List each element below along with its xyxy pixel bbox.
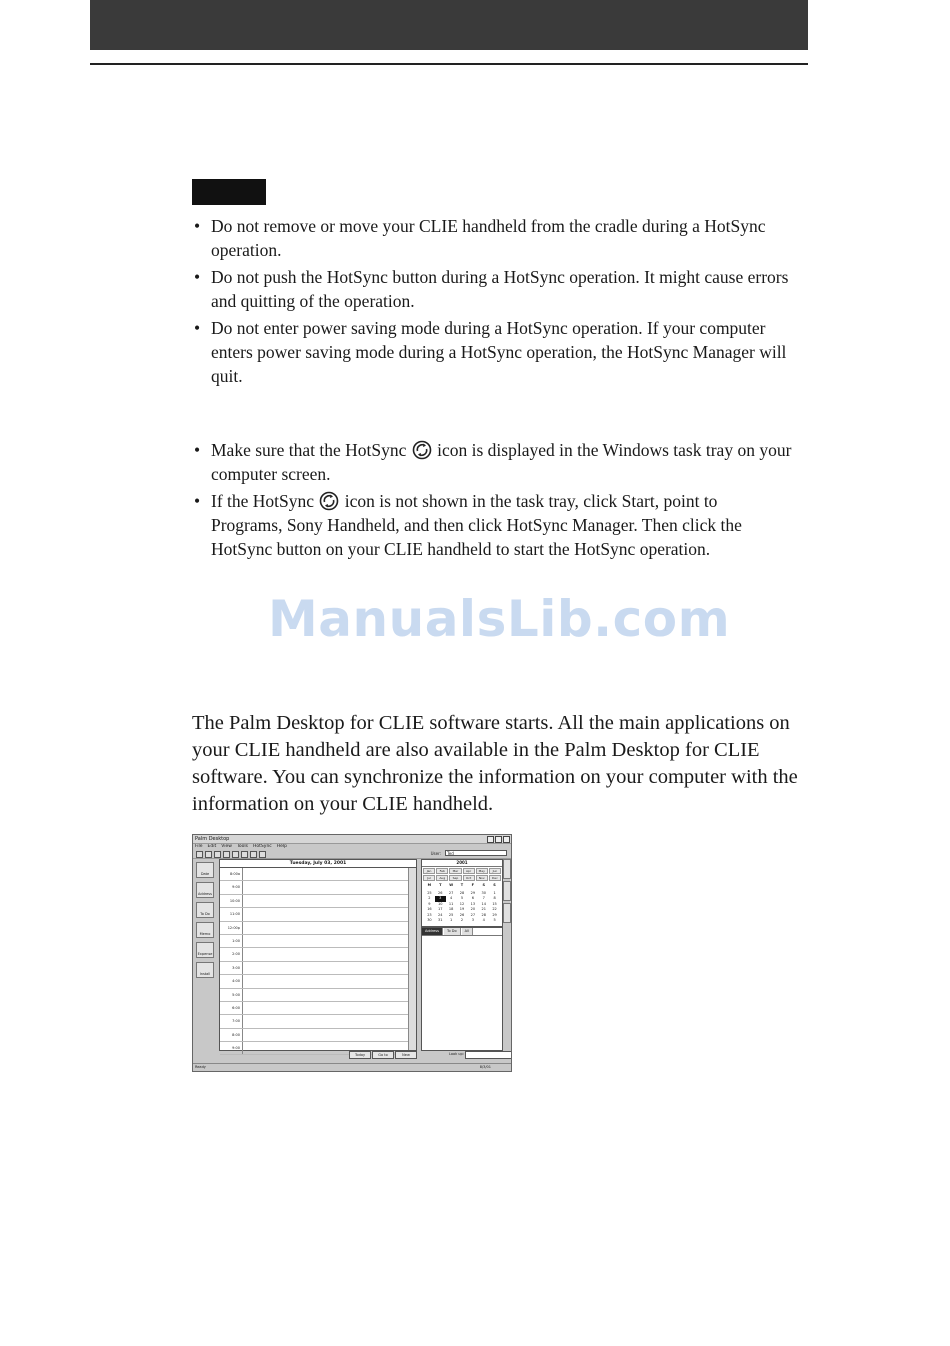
calendar-day: 4 — [450, 896, 453, 900]
calendar-day: 2 — [460, 918, 464, 922]
menu-view: View — [221, 844, 232, 849]
note-item: • Do not remove or move your CLIE handheld from the cradle during a HotSync operation. — [192, 214, 792, 262]
calendar-day: 19 — [459, 907, 465, 911]
calendar-day: 17 — [438, 907, 443, 911]
launcher-install: Install — [196, 962, 214, 978]
time-label: 8:00a — [220, 868, 243, 880]
time-label: 12:00p — [220, 922, 243, 934]
weekday-label: F — [471, 883, 475, 887]
menu-tools: Tools — [236, 844, 249, 849]
month-button: Jul — [423, 875, 435, 881]
calendar-day: 3 — [435, 896, 446, 902]
goto-button: Go to — [372, 1051, 394, 1059]
tip-text-after: icon is not shown in the task tray, click Start, point to Programs, Sony Handheld, and then click HotSync Manager. Then click the HotSync button on your CLIE handheld to start the HotSync operation. — [211, 491, 742, 559]
calendar-day: 23 — [427, 912, 432, 917]
window-titlebar — [193, 835, 511, 844]
calendar-day: 12 — [459, 901, 465, 906]
weekday-label: T — [439, 883, 442, 887]
time-slot — [220, 1029, 408, 1042]
window-controls — [487, 836, 510, 843]
calendar-day: 5 — [460, 896, 464, 900]
tip-text-before: Make sure that the HotSync — [211, 440, 407, 460]
time-slot — [220, 935, 408, 948]
tip-item — [192, 489, 792, 561]
user-select: Ted — [445, 850, 507, 856]
calendar-day: 20 — [470, 907, 476, 911]
bottom-bar — [219, 1051, 509, 1059]
time-label: 9:00 — [220, 881, 243, 893]
launcher-address: Address — [196, 882, 214, 898]
time-slot — [220, 948, 408, 961]
calendar-day: 25 — [448, 912, 454, 917]
time-slot — [220, 908, 408, 921]
calendar-day: 16 — [427, 907, 432, 911]
month-view — [421, 859, 503, 927]
time-label: 7:00 — [220, 1015, 243, 1027]
calendar-day: 27 — [448, 890, 454, 895]
calendar-day: 6 — [471, 896, 474, 900]
calendar-day: 1 — [493, 890, 496, 895]
month-button: Jun — [489, 868, 501, 874]
hotsync-icon — [412, 440, 432, 460]
time-label: 3:00 — [220, 962, 243, 974]
calendar-day: 15 — [492, 901, 497, 906]
time-label: 4:00 — [220, 975, 243, 987]
tips-list — [192, 438, 792, 564]
intro-paragraph: The Palm Desktop for CLIE software starts. All the main applications on your CLIE handheld are also available in the Palm Desktop for CLIE software. You can synchronize the information on your computer with the information on your CLIE handheld. — [192, 712, 798, 815]
calendar-day: 30 — [427, 918, 432, 922]
year-label: 2001 — [422, 860, 502, 867]
day-view — [219, 859, 417, 1051]
month-button: May — [476, 868, 488, 874]
calendar-day: 2 — [428, 896, 431, 900]
time-slot — [220, 962, 408, 975]
time-label: 5:00 — [220, 989, 243, 1001]
list-filter: All — [462, 928, 473, 935]
list-tabs — [422, 928, 502, 936]
window-title: Palm Desktop — [195, 836, 230, 842]
month-button: Sep — [449, 875, 461, 881]
calendar-day: 25 — [427, 890, 432, 895]
month-button: Feb — [436, 868, 448, 874]
calendar-day: 21 — [481, 907, 486, 911]
time-label: 11:00 — [220, 908, 243, 920]
tip-item — [192, 438, 792, 486]
toolbar-icon — [241, 851, 248, 858]
time-label: 9:00 — [220, 1042, 243, 1054]
toolbar-icon — [259, 851, 266, 858]
time-slot — [220, 868, 408, 881]
time-slot — [220, 975, 408, 988]
header-bar — [90, 0, 808, 50]
side-tab — [503, 903, 511, 923]
launcher-date: Date — [196, 862, 214, 878]
calendar-day: 18 — [448, 907, 454, 911]
toolbar-icon — [214, 851, 221, 858]
day-title: Tuesday, July 03, 2001 — [220, 860, 416, 868]
calendar-day: 8 — [493, 896, 496, 900]
lookup-input — [465, 1051, 512, 1059]
calendar-day: 29 — [470, 890, 476, 895]
watermark: ManualsLib.com — [268, 590, 731, 648]
day-grid — [422, 890, 502, 925]
lookup-label: Look up: — [449, 1052, 464, 1056]
launcher-expense: Expense — [196, 942, 214, 958]
weekday-header — [422, 882, 502, 890]
user-label: User: — [430, 851, 441, 856]
calendar-day: 5 — [493, 918, 496, 922]
tip-text-before: If the HotSync — [211, 491, 315, 511]
palm-desktop-screenshot — [192, 834, 512, 1072]
toolbar-icon — [232, 851, 239, 858]
tab-todo: To Do — [444, 928, 461, 935]
time-label: 10:00 — [220, 895, 243, 907]
time-slot — [220, 881, 408, 894]
calendar-day: 7 — [482, 896, 485, 900]
weekday-label: W — [449, 883, 454, 887]
toolbar-icon — [223, 851, 230, 858]
app-launcher — [195, 859, 215, 1049]
note-item: • Do not enter power saving mode during a HotSync operation. If your computer enters power saving mode during a HotSync operation, the HotSync Manager will quit. — [192, 316, 792, 388]
calendar-day: 26 — [459, 912, 465, 917]
toolbar-icon — [250, 851, 257, 858]
month-button: Oct — [463, 875, 475, 881]
hotsync-icon — [319, 491, 339, 511]
calendar-day: 29 — [492, 912, 497, 917]
side-tabs — [503, 859, 511, 919]
calendar-day: 13 — [470, 901, 476, 906]
time-slot — [220, 922, 408, 935]
side-tab — [503, 881, 511, 901]
time-slot — [220, 1002, 408, 1015]
toolbar-icon — [196, 851, 203, 858]
weekday-label: S — [482, 883, 485, 887]
toolbar-icon — [205, 851, 212, 858]
tip-text-after: icon is displayed in the Windows task tray on your computer screen. — [211, 440, 792, 484]
month-grid — [422, 867, 502, 882]
today-button: Today — [349, 1051, 371, 1059]
menu-help: Help — [276, 844, 288, 849]
calendar-day: 14 — [481, 901, 486, 906]
calendar-day: 28 — [481, 912, 486, 917]
time-slot — [220, 989, 408, 1002]
status-bar — [193, 1063, 511, 1071]
status-text: Ready — [195, 1065, 206, 1069]
menu-edit: Edit — [207, 844, 217, 849]
maximize-icon — [495, 836, 502, 843]
calendar-day: 4 — [482, 918, 485, 922]
time-slot — [220, 895, 408, 908]
calendar-day: 31 — [438, 918, 443, 922]
tab-address: Address — [422, 928, 443, 935]
menu-hotsync: HotSync — [253, 844, 272, 849]
minimize-icon — [487, 836, 494, 843]
close-icon — [503, 836, 510, 843]
time-label: 1:00 — [220, 935, 243, 947]
calendar-day: 9 — [428, 901, 431, 906]
weekday-label: S — [493, 883, 496, 887]
month-button: Dec — [489, 875, 501, 881]
calendar-day: 22 — [492, 907, 497, 911]
time-label: 6:00 — [220, 1002, 243, 1014]
list-pane — [421, 927, 503, 1051]
calendar-day: 24 — [438, 912, 443, 917]
side-tab — [503, 859, 511, 879]
calendar-day: 26 — [438, 890, 443, 895]
launcher-memo: Memo — [196, 922, 214, 938]
month-button: Mar — [449, 868, 461, 874]
month-button: Aug — [436, 875, 448, 881]
day-rows — [220, 868, 408, 1050]
calendar-day: 10 — [438, 901, 443, 906]
calendar-day: 27 — [470, 912, 476, 917]
time-label: 8:00 — [220, 1029, 243, 1041]
notes-list — [192, 214, 792, 391]
weekday-label: M — [427, 883, 432, 887]
month-button: Apr — [463, 868, 475, 874]
calendar-day: 1 — [450, 918, 453, 922]
calendar-day: 28 — [459, 890, 465, 895]
launcher-todo: To Do — [196, 902, 214, 918]
calendar-day: 11 — [448, 901, 454, 906]
calendar-day: 30 — [481, 890, 486, 895]
day-scrollbar — [408, 868, 416, 1050]
calendar-day: 3 — [471, 918, 474, 922]
menu-file: File — [195, 844, 203, 849]
new-button: New — [395, 1051, 417, 1059]
time-label: 2:00 — [220, 948, 243, 960]
time-slot — [220, 1015, 408, 1028]
note-item: • Do not push the HotSync button during a HotSync operation. It might cause errors and quitting of the operation. — [192, 265, 792, 313]
month-button: Jan — [423, 868, 435, 874]
status-date: 8/3/01 — [479, 1065, 491, 1069]
month-button: Nov — [476, 875, 488, 881]
weekday-label: T — [460, 883, 464, 887]
note-label-box — [192, 179, 266, 205]
header-rule — [90, 63, 808, 65]
